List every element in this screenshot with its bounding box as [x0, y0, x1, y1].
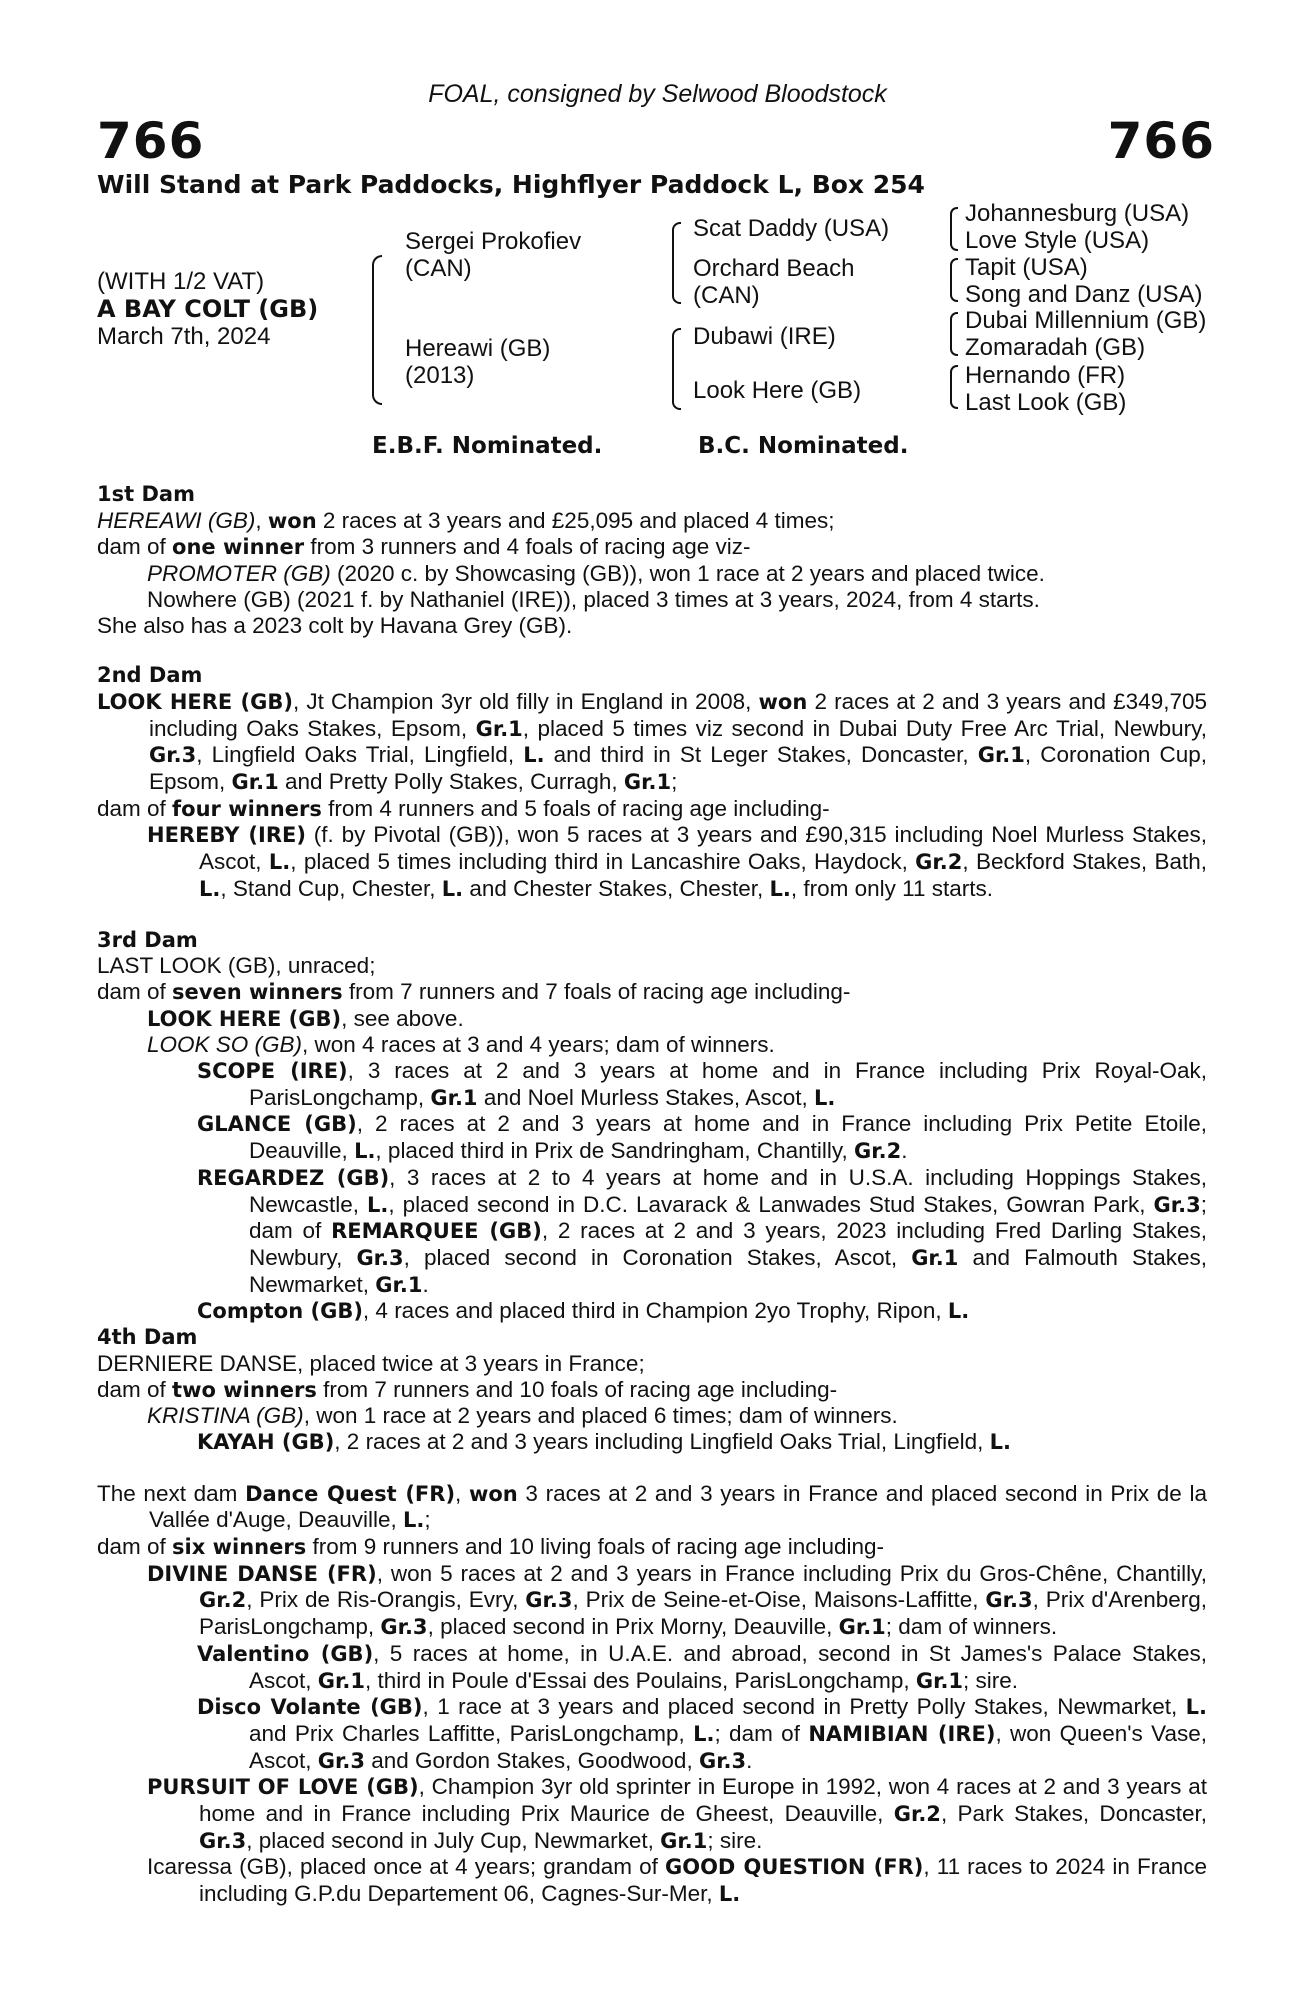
lot-number-left: 766 — [97, 112, 205, 170]
sire-sire: Scat Daddy (USA) — [693, 215, 890, 242]
next-dam-section: The next dam Dance Quest (FR), won 3 races at 2 and 3 years in France and placed second in Prix de la Vallée d'Auge, Deauville, L.; dam of six winners from 9 runners and 10 living foals of racing age including- DIVINE DANSE (FR), won 5 races at 2 and 3 years in France including Prix du Gros-Chêne, Chantilly, Gr.2, Prix de Ris-Orangis, Evry, Gr.3, Prix de Seine-et-Oise, Maisons-Laffitte, Gr.3, Prix d'Arenberg, ParisLongchamp, Gr.3, placed second in Prix Morny, Deauville, Gr.1; dam of winners. Valentino (GB), 5 races at home, in U.A.E. and abroad, second in St James's Palace Stakes, Ascot, Gr.1, third in Poule d'Essai des Poulains, ParisLongchamp, Gr.1; sire. Disco Volante (GB), 1 race at 3 years and placed second in Pretty Polly Stakes, Newmarket, L. and Prix Charles Laffitte, ParisLongchamp, L.; dam of NAMIBIAN (IRE), won Queen's Vase, Ascot, Gr.3 and Gordon Stakes, Goodwood, Gr.3. PURSUIT OF LOVE (GB), Champion 3yr old sprinter in Europe in 1992, won 4 races at 2 and 3 years at home and in France including Prix Maurice de Gheest, Deauville, Gr.2, Park Stakes, Doncaster, Gr.3, placed second in July Cup, Newmarket, Gr.1; sire. Icaressa (GB), placed once at 4 years; grandam of GOOD QUESTION (FR), 11 races to 2024 in France including G.P.du Departement 06, Cagnes-Sur-Mer, L. — [97, 1480, 1208, 1907]
lot-number-right: 766 — [1107, 112, 1215, 170]
sds: Tapit (USA) — [965, 254, 1088, 281]
pedigree-brace-3a — [950, 207, 958, 251]
pedigree-brace-3b — [950, 258, 958, 302]
horse-name: A BAY COLT (GB) — [97, 295, 319, 323]
dam-dam: Look Here (GB) — [693, 377, 862, 404]
sire: Sergei Prokofiev (CAN) — [405, 228, 582, 282]
dsd: Zomaradah (GB) — [965, 334, 1146, 361]
pedigree-brace-2b — [672, 328, 681, 410]
pedigree-brace-2a — [672, 222, 681, 304]
dss: Dubai Millennium (GB) — [965, 307, 1207, 334]
dam: Hereawi (GB) (2013) — [405, 335, 551, 389]
dam-sire: Dubawi (IRE) — [693, 323, 836, 350]
pedigree-brace-1 — [372, 255, 382, 405]
sire-dam: Orchard Beach (CAN) — [693, 255, 855, 309]
date-of-birth: March 7th, 2024 — [97, 323, 271, 350]
section-heading: 1st Dam — [97, 482, 195, 506]
dds: Hernando (FR) — [965, 362, 1126, 389]
sdd: Song and Danz (USA) — [965, 281, 1203, 308]
first-dam-section: 1st Dam HEREAWI (GB), won 2 races at 3 years and £25,095 and placed 4 times; dam of one winner from 3 runners and 4 foals of racing age viz- PROMOTER (GB) (2020 c. by Showcasing (GB)), won 1 race at 2 years and placed twice. Nowhere (GB) (2021 f. by Nathaniel (IRE)), placed 3 times at 3 years, 2024, from 4 starts. She also has a 2023 colt by Havana Grey (GB). — [97, 482, 1207, 638]
bc-nominated: B.C. Nominated. — [698, 433, 909, 459]
sss: Johannesburg (USA) — [965, 200, 1190, 227]
third-dam-section: 3rd Dam LAST LOOK (GB), unraced; dam of seven winners from 7 runners and 7 foals of racing age including- LOOK HERE (GB), see above. LOOK SO (GB), won 4 races at 3 and 4 years; dam of winners. SCOPE (IRE), 3 races at 2 and 3 years at home and in France including Prix Royal-Oak, ParisLongchamp, Gr.1 and Noel Murless Stakes, Ascot, L. GLANCE (GB), 2 races at 2 and 3 years at home and in France including Prix Petite Etoile, Deauville, L., placed third in Prix de Sandringham, Chantilly, Gr.2. REGARDEZ (GB), 3 races at 2 to 4 years at home and in U.S.A. including Hoppings Stakes, Newcastle, L., placed second in D.C. Lavarack & Lanwades Stud Stakes, Gowran Park, Gr.3; dam of REMARQUEE (GB), 2 races at 2 and 3 years, 2023 including Fred Darling Stakes, Newbury, Gr.3, placed second in Coronation Stakes, Ascot, Gr.1 and Falmouth Stakes, Newmarket, Gr.1. Compton (GB), 4 races and placed third in Champion 2yo Trophy, Ripon, L. — [97, 927, 1208, 1324]
vat-note: (WITH 1/2 VAT) — [97, 268, 265, 295]
second-dam-section: 2nd Dam LOOK HERE (GB), Jt Champion 3yr old filly in England in 2008, won 2 races at 2 and 3 years and £349,705 including Oaks Stakes, Epsom, Gr.1, placed 5 times viz second in Dubai Duty Free Arc Trial, Newbury, Gr.3, Lingfield Oaks Trial, Lingfield, L. and third in St Leger Stakes, Doncaster, Gr.1, Coronation Cup, Epsom, Gr.1 and Pretty Polly Stakes, Curragh, Gr.1; dam of four winners from 4 runners and 5 foals of racing age including- HEREBY (IRE) (f. by Pivotal (GB)), won 5 races at 3 years and £90,315 including Noel Murless Stakes, Ascot, L., placed 5 times including third in Lancashire Oaks, Haydock, Gr.2, Beckford Stakes, Bath, L., Stand Cup, Chester, L. and Chester Stakes, Chester, L., from only 11 starts. — [97, 663, 1208, 901]
ebf-nominated: E.B.F. Nominated. — [372, 433, 603, 459]
fourth-dam-section: 4th Dam DERNIERE DANSE, placed twice at 3 years in France; dam of two winners from 7 runners and 10 foals of racing age including- KRISTINA (GB), won 1 race at 2 years and placed 6 times; dam of winners. KAYAH (GB), 2 races at 2 and 3 years including Lingfield Oaks Trial, Lingfield, L. — [97, 1325, 1012, 1454]
consigned-by: FOAL, consigned by Selwood Bloodstock — [428, 80, 887, 108]
pedigree-brace-3d — [950, 365, 958, 409]
stand-location: Will Stand at Park Paddocks, Highflyer Paddock L, Box 254 — [97, 170, 925, 199]
ssd: Love Style (USA) — [965, 227, 1150, 254]
pedigree-brace-3c — [950, 312, 958, 356]
catalogue-body — [97, 482, 1207, 1908]
ddd: Last Look (GB) — [965, 389, 1127, 416]
